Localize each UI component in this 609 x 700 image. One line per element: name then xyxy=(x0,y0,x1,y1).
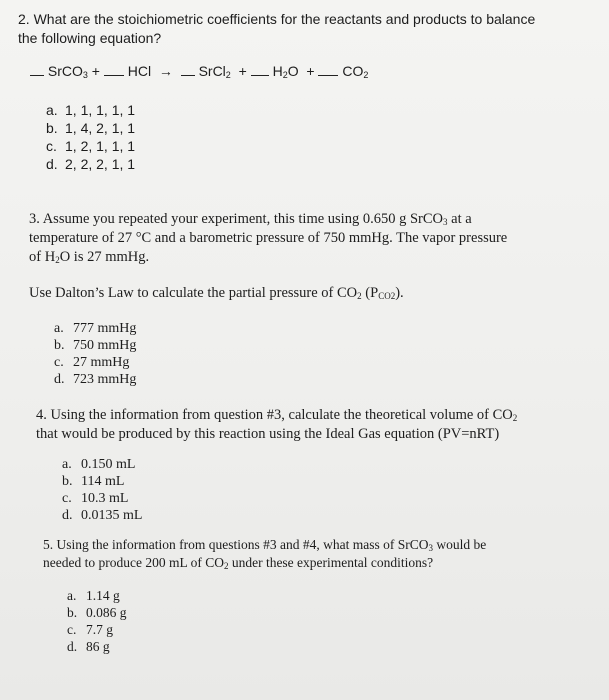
plus-sign: + xyxy=(238,63,247,79)
coefficient-blank-h2o xyxy=(251,64,269,76)
answer-option-a[interactable]: a. 777 mmHg xyxy=(54,321,137,336)
answer-option-d[interactable]: d. 723 mmHg xyxy=(54,372,137,387)
question-5-prompt-line2: needed to produce 200 mL of $CO_2$ under these experimental conditions? xyxy=(43,555,434,571)
reactant-srco3: SrCO$_3$ xyxy=(47,63,88,80)
question-2-prompt-line1: 2. What are the stoichiometric coefficients for the reactants and products to balance xyxy=(18,11,536,27)
coefficient-blank-srcl2 xyxy=(181,64,195,76)
answer-option-d[interactable]: d. 2, 2, 2, 1, 1 xyxy=(46,156,136,172)
answer-option-d[interactable]: d. 0.0135 mL xyxy=(62,508,143,523)
question-4-prompt-line1: 4. Using the information from question #3, calculate the theoretical volume of $CO_2$ xyxy=(36,407,518,423)
answer-option-b[interactable]: b. 1, 4, 2, 1, 1 xyxy=(46,120,136,136)
question-3-prompt-line3: of $H_2O$ is 27 mmHg. xyxy=(29,249,150,265)
product-h2o: $H_2O$ xyxy=(272,63,299,80)
plus-sign: + xyxy=(306,63,315,79)
question-5-prompt-line1: 5. Using the information from questions #3 and #4, what mass of SrCO$_3$ would be xyxy=(43,537,487,553)
answer-option-a[interactable]: a. 1, 1, 1, 1, 1 xyxy=(46,102,136,118)
question-3-dalton-prompt: Use Dalton’s Law to calculate the partial pressure of $CO_2$ $(P_{CO2})$. xyxy=(29,285,404,301)
product-co2: $CO_2$ xyxy=(342,63,369,80)
question-4-prompt-line2: that would be produced by this reaction using the Ideal Gas equation (PV=nRT) xyxy=(36,426,500,442)
answer-option-c[interactable]: c. 7.7 g xyxy=(67,622,113,637)
answer-option-b[interactable]: b. 750 mmHg xyxy=(54,338,137,353)
question-3-prompt-line2: temperature of 27 °C and a barometric pressure of 750 mmHg. The vapor pressure xyxy=(29,230,508,246)
product-srcl2: SrCl$_2$ xyxy=(198,63,231,80)
coefficient-blank-srco3 xyxy=(30,64,44,76)
answer-option-b[interactable]: b. 0.086 g xyxy=(67,605,127,620)
answer-option-a[interactable]: a. 1.14 g xyxy=(67,588,120,603)
chemical-equation xyxy=(30,63,368,79)
answer-option-c[interactable]: c. 27 mmHg xyxy=(54,355,130,370)
reaction-arrow-icon: → xyxy=(158,63,173,79)
coefficient-blank-co2 xyxy=(318,64,338,76)
answer-option-d[interactable]: d. 86 g xyxy=(67,639,110,654)
answer-option-c[interactable]: c. 1, 2, 1, 1, 1 xyxy=(46,138,136,154)
reactant-hcl: HCl xyxy=(127,63,152,79)
coefficient-blank-hcl xyxy=(104,64,124,76)
plus-sign: + xyxy=(91,63,100,79)
question-3-prompt-line1: 3. Assume you repeated your experiment, this time using 0.650 g SrCO$_3$ at a xyxy=(29,211,472,227)
answer-option-a[interactable]: a. 0.150 mL xyxy=(62,457,136,472)
question-2-prompt-line2: the following equation? xyxy=(18,30,162,46)
answer-option-b[interactable]: b. 114 mL xyxy=(62,474,125,489)
answer-option-c[interactable]: c. 10.3 mL xyxy=(62,491,129,506)
